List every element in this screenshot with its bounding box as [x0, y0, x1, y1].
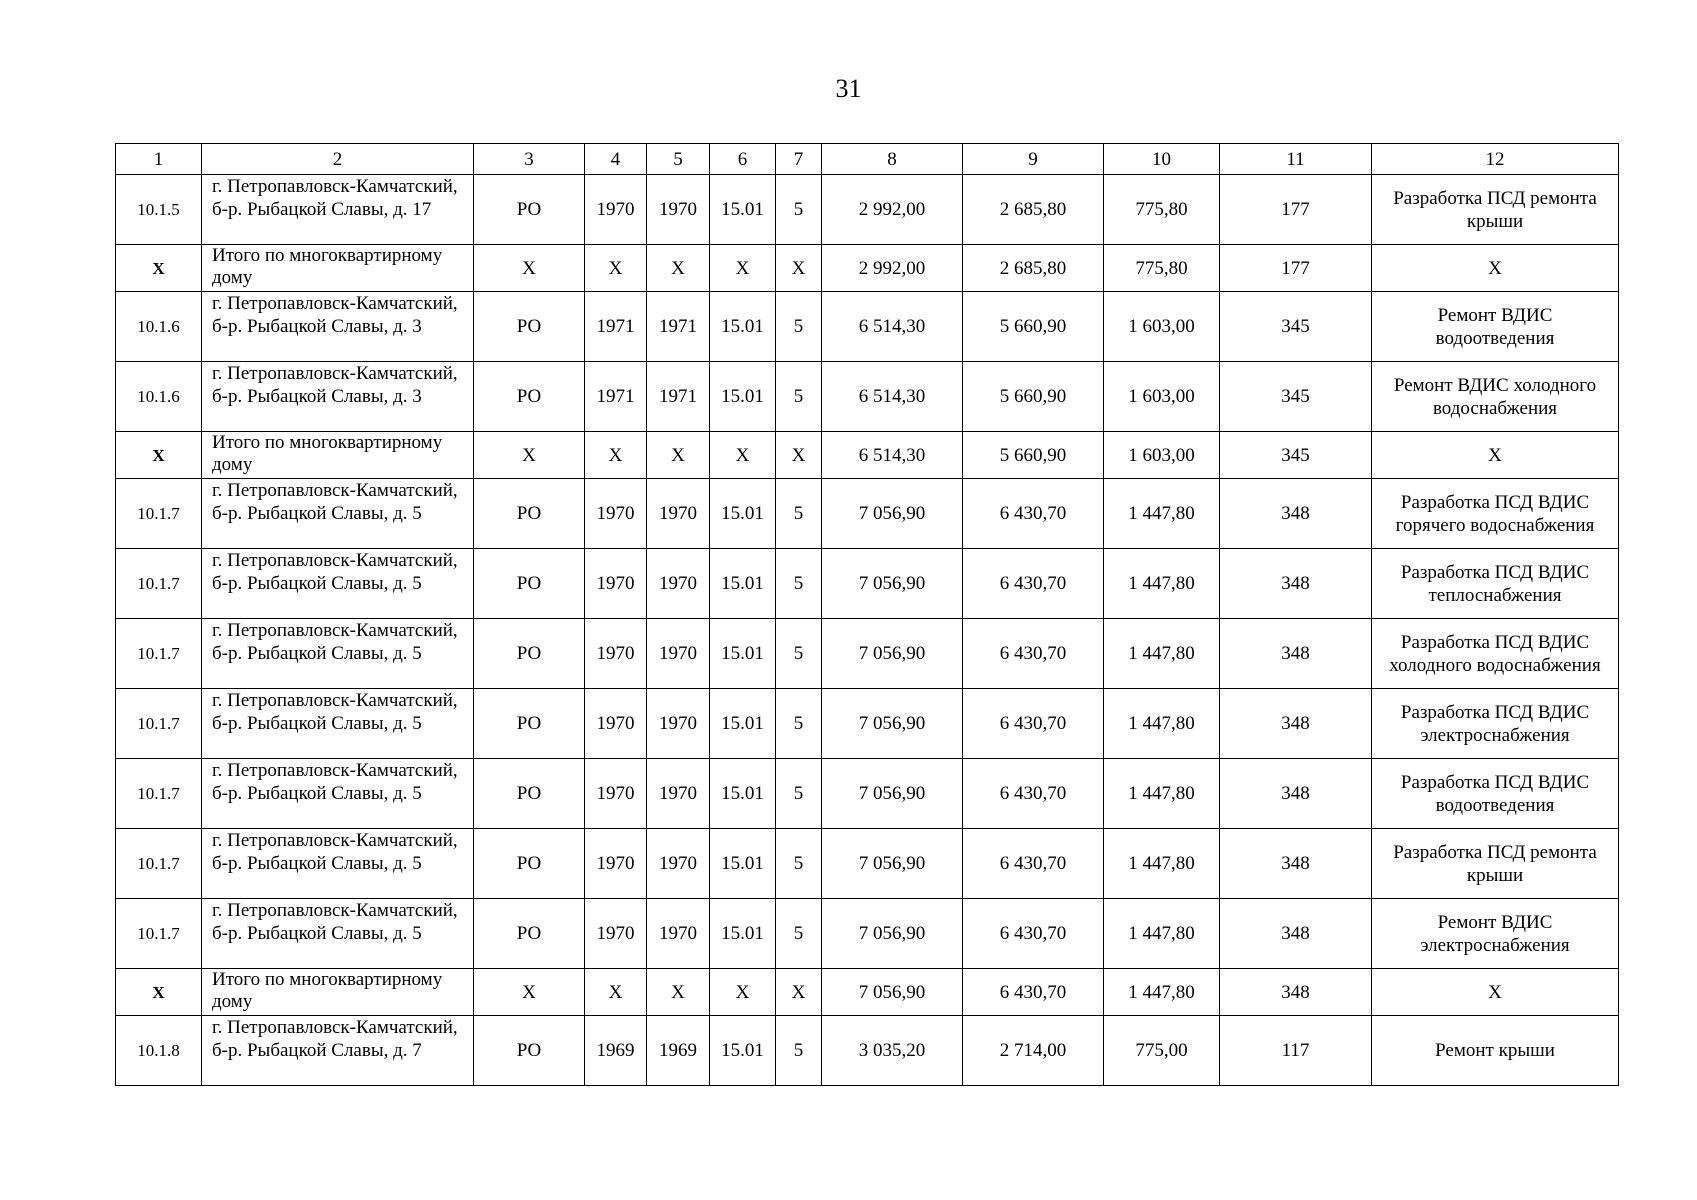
cell-c4: X — [585, 969, 647, 1016]
cell-c1: X — [116, 245, 202, 292]
cell-c6: 15.01 — [710, 759, 776, 829]
cell-c6: 15.01 — [710, 829, 776, 899]
cell-c9: 5 660,90 — [963, 292, 1104, 362]
table-row — [116, 899, 1619, 969]
table-row — [116, 1016, 1619, 1086]
cell-c6: 15.01 — [710, 549, 776, 619]
cell-c6: X — [710, 969, 776, 1016]
header-cell-12: 12 — [1372, 144, 1619, 175]
table-row — [116, 619, 1619, 689]
cell-c3: РО — [474, 689, 585, 759]
header-cell-5: 5 — [647, 144, 710, 175]
cell-c10: 1 447,80 — [1104, 829, 1220, 899]
header-cell-6: 6 — [710, 144, 776, 175]
cell-c10: 1 603,00 — [1104, 292, 1220, 362]
table-row — [116, 759, 1619, 829]
cell-c2: г. Петропавловск-Камчатский, б-р. Рыбацкой Славы, д. 5 — [202, 689, 474, 759]
cell-c7: 5 — [776, 619, 822, 689]
cell-c10: 1 603,00 — [1104, 432, 1220, 479]
cell-c7: 5 — [776, 362, 822, 432]
cell-c4: X — [585, 245, 647, 292]
cell-c12: Разработка ПСД ВДИС холодного водоснабжения — [1372, 619, 1619, 689]
cell-c2: г. Петропавловск-Камчатский, б-р. Рыбацкой Славы, д. 3 — [202, 292, 474, 362]
cell-c6: 15.01 — [710, 1016, 776, 1086]
header-cell-2: 2 — [202, 144, 474, 175]
cell-c2: г. Петропавловск-Камчатский, б-р. Рыбацкой Славы, д. 5 — [202, 619, 474, 689]
table-row — [116, 689, 1619, 759]
cell-c6: 15.01 — [710, 175, 776, 245]
cell-c8: 7 056,90 — [822, 479, 963, 549]
cell-c11: 177 — [1220, 245, 1372, 292]
cell-c11: 345 — [1220, 432, 1372, 479]
cell-c4: 1970 — [585, 479, 647, 549]
cell-c5: 1970 — [647, 759, 710, 829]
cell-c5: 1971 — [647, 362, 710, 432]
cell-c8: 2 992,00 — [822, 175, 963, 245]
cell-c11: 348 — [1220, 899, 1372, 969]
header-cell-10: 10 — [1104, 144, 1220, 175]
cell-c4: 1970 — [585, 899, 647, 969]
cell-c6: X — [710, 432, 776, 479]
cell-c6: 15.01 — [710, 689, 776, 759]
cell-c5: 1970 — [647, 829, 710, 899]
header-cell-1: 1 — [116, 144, 202, 175]
cell-c2: г. Петропавловск-Камчатский, б-р. Рыбацкой Славы, д. 7 — [202, 1016, 474, 1086]
cell-c6: 15.01 — [710, 619, 776, 689]
cell-c1: 10.1.7 — [116, 689, 202, 759]
cell-c12: Ремонт ВДИС холодного водоснабжения — [1372, 362, 1619, 432]
cell-c11: 345 — [1220, 292, 1372, 362]
cell-c10: 1 447,80 — [1104, 899, 1220, 969]
cell-c4: 1970 — [585, 689, 647, 759]
cell-c3: РО — [474, 899, 585, 969]
cell-c8: 7 056,90 — [822, 619, 963, 689]
table-row — [116, 292, 1619, 362]
cell-c4: 1969 — [585, 1016, 647, 1086]
cell-c2: Итого по многоквартирному дому — [202, 969, 474, 1016]
cell-c1: 10.1.7 — [116, 899, 202, 969]
cell-c11: 348 — [1220, 759, 1372, 829]
cell-c1: 10.1.7 — [116, 549, 202, 619]
cell-c8: 7 056,90 — [822, 549, 963, 619]
header-row — [116, 144, 1619, 175]
cell-c12: Разработка ПСД ВДИС электроснабжения — [1372, 689, 1619, 759]
cell-c4: 1971 — [585, 362, 647, 432]
cell-c6: 15.01 — [710, 362, 776, 432]
cell-c8: 7 056,90 — [822, 759, 963, 829]
cell-c4: 1970 — [585, 175, 647, 245]
cell-c9: 2 685,80 — [963, 245, 1104, 292]
cell-c4: X — [585, 432, 647, 479]
cell-c2: г. Петропавловск-Камчатский, б-р. Рыбацкой Славы, д. 17 — [202, 175, 474, 245]
cell-c9: 5 660,90 — [963, 432, 1104, 479]
cell-c5: 1970 — [647, 619, 710, 689]
cell-c8: 6 514,30 — [822, 362, 963, 432]
cell-c1: 10.1.7 — [116, 829, 202, 899]
cell-c10: 1 447,80 — [1104, 549, 1220, 619]
cell-c7: 5 — [776, 759, 822, 829]
cell-c4: 1970 — [585, 619, 647, 689]
total-row — [116, 245, 1619, 292]
page-number: 31 — [835, 74, 862, 103]
cell-c8: 2 992,00 — [822, 245, 963, 292]
cell-c5: 1970 — [647, 689, 710, 759]
cell-c12: Ремонт ВДИС электроснабжения — [1372, 899, 1619, 969]
cell-c2: г. Петропавловск-Камчатский, б-р. Рыбацкой Славы, д. 5 — [202, 549, 474, 619]
cell-c12: Разработка ПСД ремонта крыши — [1372, 175, 1619, 245]
header-cell-7: 7 — [776, 144, 822, 175]
cell-c10: 1 447,80 — [1104, 969, 1220, 1016]
cell-c10: 775,80 — [1104, 175, 1220, 245]
cell-c5: 1969 — [647, 1016, 710, 1086]
cell-c9: 6 430,70 — [963, 479, 1104, 549]
cell-c11: 348 — [1220, 829, 1372, 899]
cell-c3: РО — [474, 175, 585, 245]
cell-c11: 117 — [1220, 1016, 1372, 1086]
header-cell-8: 8 — [822, 144, 963, 175]
cell-c1: 10.1.6 — [116, 362, 202, 432]
cell-c6: 15.01 — [710, 899, 776, 969]
cell-c6: 15.01 — [710, 292, 776, 362]
cell-c12: Разработка ПСД ВДИС водоотведения — [1372, 759, 1619, 829]
cell-c2: Итого по многоквартирному дому — [202, 432, 474, 479]
cell-c4: 1970 — [585, 549, 647, 619]
cell-c7: 5 — [776, 175, 822, 245]
cell-c2: г. Петропавловск-Камчатский, б-р. Рыбацкой Славы, д. 5 — [202, 479, 474, 549]
cell-c2: г. Петропавловск-Камчатский, б-р. Рыбацкой Славы, д. 5 — [202, 829, 474, 899]
cell-c5: X — [647, 969, 710, 1016]
cell-c3: РО — [474, 292, 585, 362]
cell-c10: 775,80 — [1104, 245, 1220, 292]
cell-c7: X — [776, 969, 822, 1016]
cell-c11: 348 — [1220, 969, 1372, 1016]
cell-c11: 348 — [1220, 479, 1372, 549]
header-cell-9: 9 — [963, 144, 1104, 175]
cell-c3: РО — [474, 549, 585, 619]
cell-c3: РО — [474, 1016, 585, 1086]
cell-c6: 15.01 — [710, 479, 776, 549]
cell-c2: г. Петропавловск-Камчатский, б-р. Рыбацкой Славы, д. 3 — [202, 362, 474, 432]
cell-c11: 348 — [1220, 619, 1372, 689]
cell-c12: Разработка ПСД ВДИС теплоснабжения — [1372, 549, 1619, 619]
cell-c3: РО — [474, 619, 585, 689]
cell-c3: РО — [474, 829, 585, 899]
cell-c4: 1970 — [585, 829, 647, 899]
cell-c12: X — [1372, 969, 1619, 1016]
table-row — [116, 479, 1619, 549]
cell-c9: 6 430,70 — [963, 619, 1104, 689]
cell-c3: X — [474, 245, 585, 292]
cell-c7: 5 — [776, 689, 822, 759]
cell-c12: X — [1372, 245, 1619, 292]
cell-c5: 1970 — [647, 479, 710, 549]
cell-c10: 1 603,00 — [1104, 362, 1220, 432]
cell-c10: 1 447,80 — [1104, 479, 1220, 549]
cell-c6: X — [710, 245, 776, 292]
cell-c11: 177 — [1220, 175, 1372, 245]
cell-c1: 10.1.7 — [116, 619, 202, 689]
cell-c12: Разработка ПСД ВДИС горячего водоснабжения — [1372, 479, 1619, 549]
cell-c7: 5 — [776, 829, 822, 899]
header-cell-11: 11 — [1220, 144, 1372, 175]
cell-c8: 3 035,20 — [822, 1016, 963, 1086]
cell-c1: 10.1.7 — [116, 479, 202, 549]
cell-c9: 5 660,90 — [963, 362, 1104, 432]
cell-c2: г. Петропавловск-Камчатский, б-р. Рыбацкой Славы, д. 5 — [202, 759, 474, 829]
cell-c12: Ремонт крыши — [1372, 1016, 1619, 1086]
cell-c9: 6 430,70 — [963, 759, 1104, 829]
cell-c8: 7 056,90 — [822, 829, 963, 899]
table-row — [116, 829, 1619, 899]
cell-c8: 7 056,90 — [822, 899, 963, 969]
cell-c1: 10.1.6 — [116, 292, 202, 362]
cell-c8: 6 514,30 — [822, 432, 963, 479]
cell-c1: 10.1.8 — [116, 1016, 202, 1086]
cell-c3: РО — [474, 479, 585, 549]
cell-c3: РО — [474, 362, 585, 432]
cell-c11: 348 — [1220, 689, 1372, 759]
cell-c9: 6 430,70 — [963, 549, 1104, 619]
cell-c8: 7 056,90 — [822, 969, 963, 1016]
cell-c10: 1 447,80 — [1104, 619, 1220, 689]
cell-c1: X — [116, 969, 202, 1016]
cell-c3: X — [474, 969, 585, 1016]
cell-c4: 1971 — [585, 292, 647, 362]
table-row — [116, 362, 1619, 432]
capital-repair-table — [115, 143, 1619, 1086]
cell-c1: X — [116, 432, 202, 479]
cell-c8: 6 514,30 — [822, 292, 963, 362]
cell-c12: Ремонт ВДИС водоотведения — [1372, 292, 1619, 362]
cell-c10: 775,00 — [1104, 1016, 1220, 1086]
cell-c5: 1970 — [647, 549, 710, 619]
cell-c7: X — [776, 432, 822, 479]
cell-c12: X — [1372, 432, 1619, 479]
cell-c7: 5 — [776, 292, 822, 362]
cell-c9: 6 430,70 — [963, 689, 1104, 759]
table-row — [116, 175, 1619, 245]
cell-c9: 6 430,70 — [963, 899, 1104, 969]
cell-c9: 2 685,80 — [963, 175, 1104, 245]
cell-c11: 345 — [1220, 362, 1372, 432]
cell-c7: 5 — [776, 899, 822, 969]
header-cell-4: 4 — [585, 144, 647, 175]
cell-c1: 10.1.5 — [116, 175, 202, 245]
cell-c7: 5 — [776, 479, 822, 549]
cell-c3: РО — [474, 759, 585, 829]
cell-c7: 5 — [776, 1016, 822, 1086]
cell-c5: 1970 — [647, 899, 710, 969]
cell-c5: 1970 — [647, 175, 710, 245]
cell-c2: Итого по многоквартирному дому — [202, 245, 474, 292]
cell-c9: 2 714,00 — [963, 1016, 1104, 1086]
total-row — [116, 969, 1619, 1016]
cell-c3: X — [474, 432, 585, 479]
total-row — [116, 432, 1619, 479]
cell-c9: 6 430,70 — [963, 969, 1104, 1016]
cell-c5: 1971 — [647, 292, 710, 362]
cell-c1: 10.1.7 — [116, 759, 202, 829]
cell-c5: X — [647, 245, 710, 292]
cell-c12: Разработка ПСД ремонта крыши — [1372, 829, 1619, 899]
cell-c9: 6 430,70 — [963, 829, 1104, 899]
cell-c4: 1970 — [585, 759, 647, 829]
cell-c5: X — [647, 432, 710, 479]
cell-c10: 1 447,80 — [1104, 689, 1220, 759]
cell-c7: X — [776, 245, 822, 292]
cell-c11: 348 — [1220, 549, 1372, 619]
cell-c7: 5 — [776, 549, 822, 619]
cell-c8: 7 056,90 — [822, 689, 963, 759]
cell-c2: г. Петропавловск-Камчатский, б-р. Рыбацкой Славы, д. 5 — [202, 899, 474, 969]
cell-c10: 1 447,80 — [1104, 759, 1220, 829]
header-cell-3: 3 — [474, 144, 585, 175]
table-row — [116, 549, 1619, 619]
